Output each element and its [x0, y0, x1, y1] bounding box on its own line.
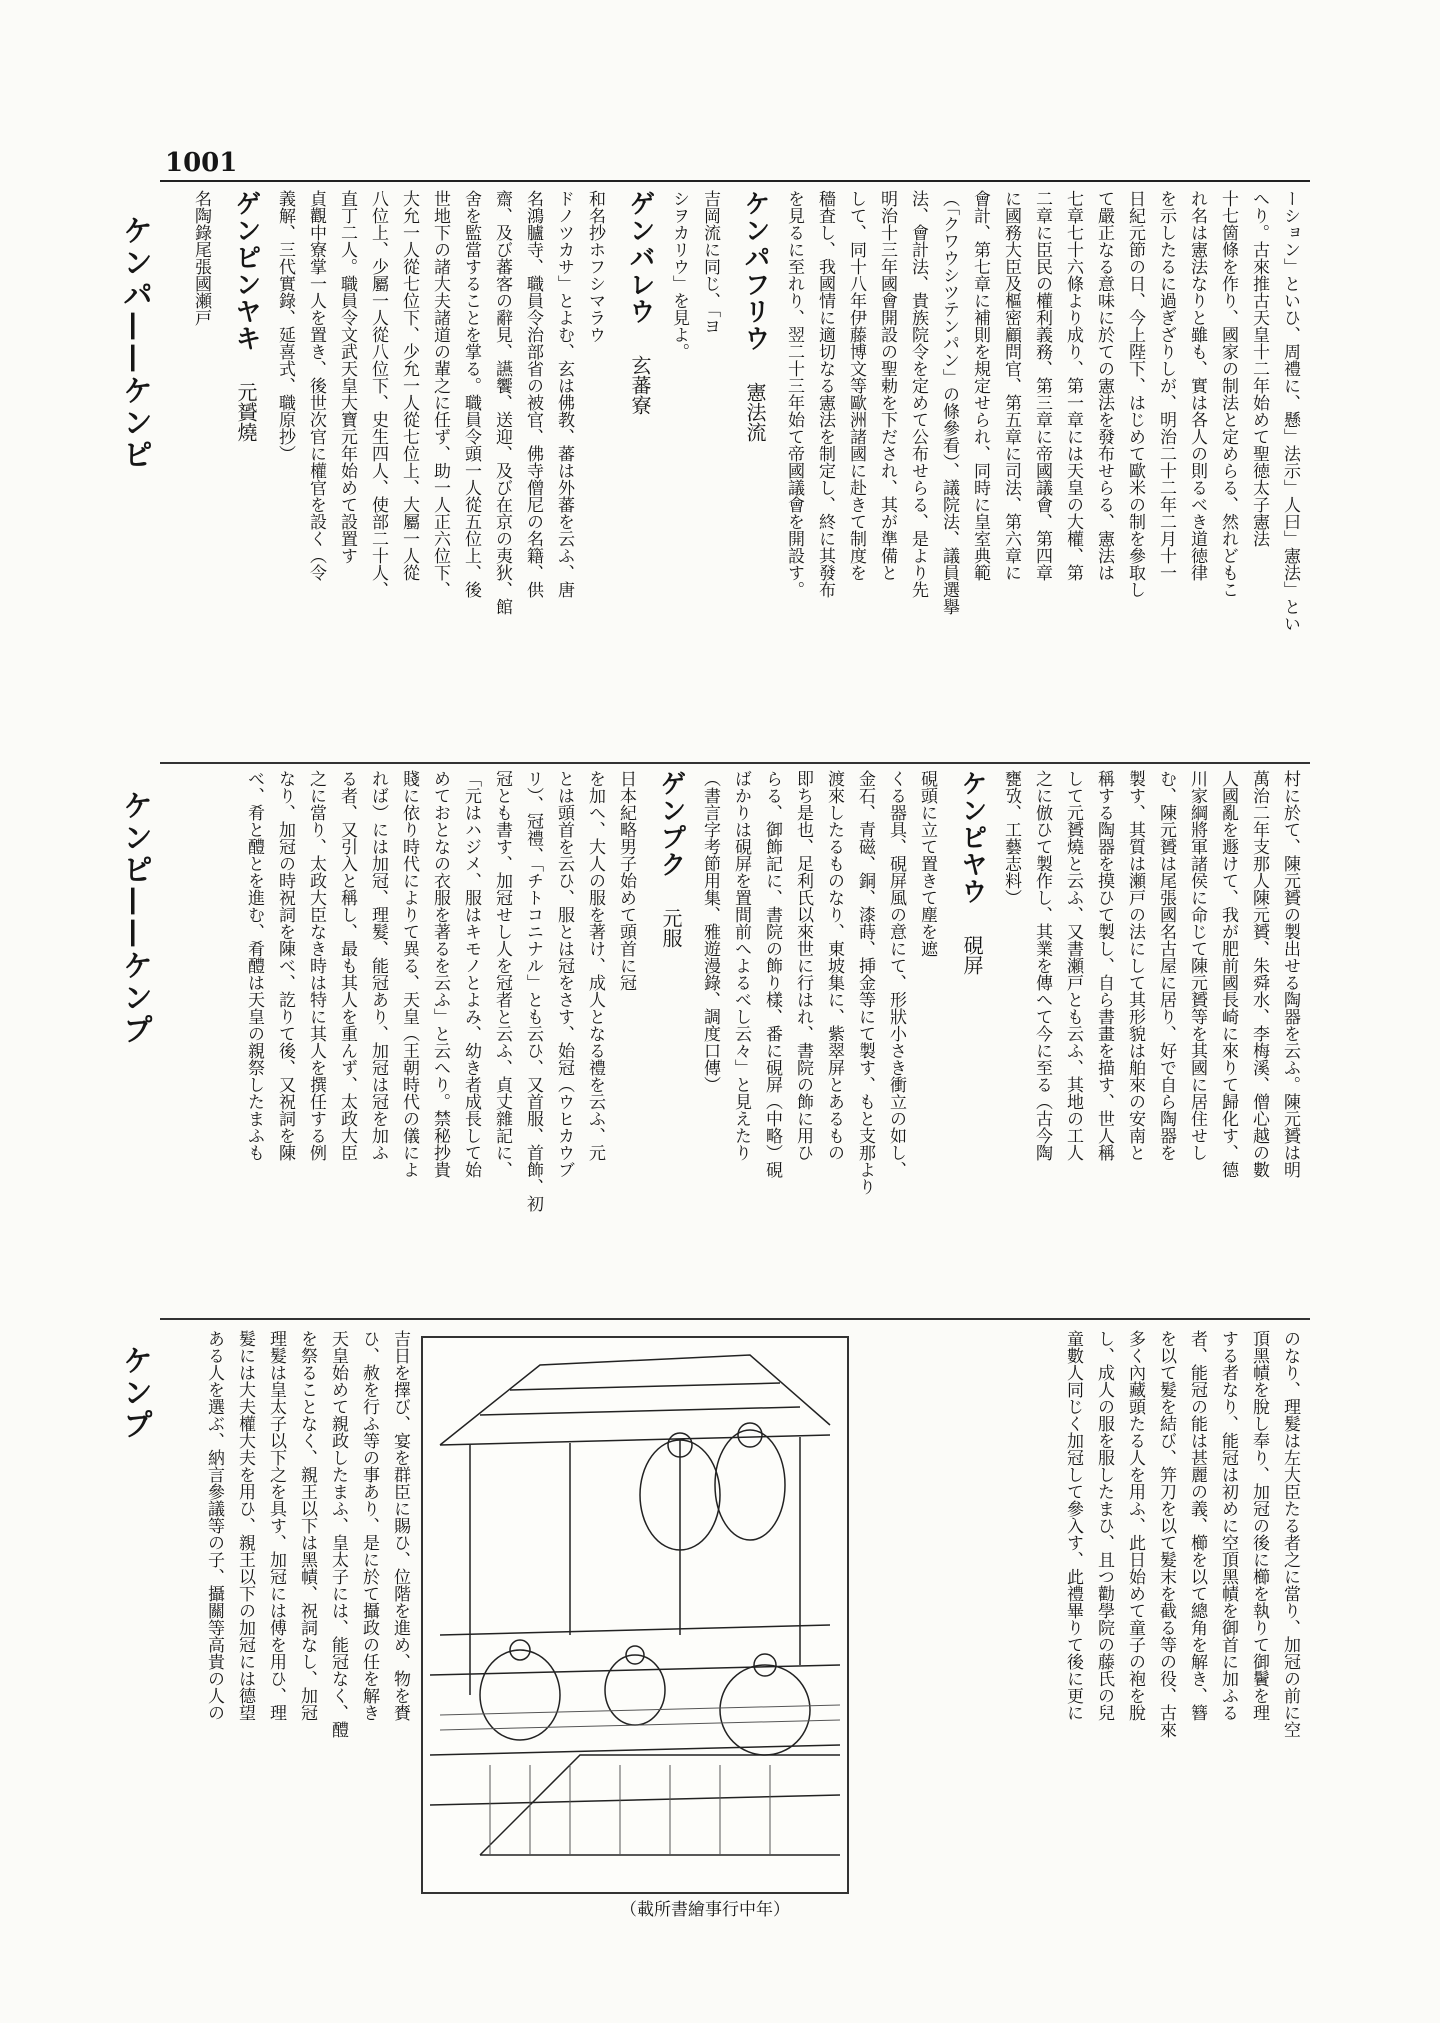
running-head-3: ケンプ — [117, 1345, 152, 1441]
text-line: 法、會計法、貴族院令を定めて公布せらる、是より先 — [908, 190, 928, 598]
text-line: 吉日を擇び、宴を群臣に賜ひ、位階を進め、物を賚 — [390, 1330, 410, 1721]
text-line: し、成人の服を服したまひ、且つ勸學院の藤氏の兒 — [1094, 1330, 1114, 1721]
text-line: 多く內藏頭たる人を用ふ、此日始めて童子の袍を脫 — [1125, 1330, 1145, 1721]
text-line: 即ち是也、足利氏以來世に行はれ、書院の飾に用ひ — [793, 770, 813, 1161]
entry-headword: ゲンプク — [656, 770, 686, 878]
text-line: 甕攷、工藝志料） — [1001, 770, 1021, 906]
entry-kanji: 硯屏 — [960, 935, 984, 975]
text-line: 人國亂を遯けて、我が肥前國長崎に來りて歸化す、德 — [1218, 770, 1238, 1178]
entry-kanji: 元服 — [659, 908, 683, 948]
text-line: を加へ、大人の服を著け、成人となる禮を云ふ、元 — [585, 770, 605, 1161]
text-line: て嚴正なる意味に於ての憲法を發布せらる、憲法は — [1094, 190, 1114, 581]
text-line: なり、加冠の時祝詞を陳べ、訖りて後、又祝詞を陳 — [275, 770, 295, 1161]
text-line: 吉岡流に同じ、「ヨ — [700, 190, 720, 335]
entry-headword: ケンパフリウ — [740, 190, 770, 352]
text-line: る者、又引入と稱し、最も其人を重んず、太政大臣 — [337, 770, 357, 1161]
text-line: 八位上、少屬一人從八位下、史生四人、使部二十人、 — [368, 190, 388, 598]
text-line: へり。古來推古天皇十二年始めて聖徳太子憲法 — [1249, 190, 1269, 547]
text-line: 十七箇條を作り、國家の制法と定めらる、然れどもこ — [1218, 190, 1238, 598]
text-line: 舍を監當することを掌る。職員令頭一人從五位上、後 — [461, 190, 481, 598]
text-line: 髮には大夫權大夫を用ひ、親王以下の加冠には德望 — [235, 1330, 255, 1721]
text-line: （書言字考節用集、雅遊漫錄、調度口傳） — [700, 770, 720, 1093]
text-line: とは頭首を云ひ、服とは冠をさす、始冠（ウヒカウブ — [554, 770, 574, 1178]
text-line: 天皇始めて親政したまふ、皇太子には、能冠なく、醴 — [328, 1330, 348, 1738]
section-3-left — [160, 1330, 415, 1920]
text-line: 川家綱將軍諸侯に命じて陳元贇等を其國に居住せし — [1187, 770, 1207, 1161]
text-line: 義解、三代實錄、延喜式、職原抄） — [275, 190, 295, 462]
text-line: 冠とも書す、加冠せし人を冠者と云ふ、貞丈雜記に、 — [492, 770, 512, 1178]
entry-kanji: 憲法流 — [743, 382, 767, 442]
text-line: 村に於て、陳元贇の製出せる陶器を云ふ。陳元贇は明 — [1280, 770, 1300, 1178]
text-line: ある人を選ぶ、納言參議等の子、攝關等高貴の人の — [204, 1330, 224, 1721]
text-line: を見るに至れり、翌二十三年始て帝國議會を開設す。 — [784, 190, 804, 598]
text-line: 萬治二年支那人陳元贇、朱舜水、李梅溪、僧心越の數 — [1249, 770, 1269, 1178]
text-line: 渡來したるものなり、東坡集に、紫翠屏とあるもの — [824, 770, 844, 1161]
illustration-court-ceremony — [420, 1335, 850, 1895]
text-line: シヲカリウ」を見よ。 — [669, 190, 689, 360]
text-line: 名陶錄尾張國瀬戸 — [191, 190, 211, 326]
text-line: リ）、冠禮、「チトコニナル」とも云ひ、又首服、首飾、初 — [523, 770, 543, 1212]
text-line: 者、能冠の能は甚麗の義、櫛を以て總角を解き、簪 — [1187, 1330, 1207, 1721]
text-line: 稱する陶器を摸ひて製し、自ら書畫を描す、世人稱 — [1094, 770, 1114, 1161]
entry-kenpyau — [956, 770, 987, 1310]
entry-kanji: 玄蕃寮 — [628, 355, 652, 415]
running-head-2: ケンピ——ケンプ — [117, 790, 152, 1046]
text-line: 世地下の諸大夫諸道の輩之に任ず、助一人正六位下、 — [430, 190, 450, 598]
section-divider — [160, 762, 1310, 764]
text-line: む、陳元贇は尾張國名古屋に居り、好で自ら陶器を — [1156, 770, 1176, 1161]
section-2 — [160, 770, 1305, 1310]
text-line: 貞觀中寮掌一人を置き、後世次官に權官を設く（令 — [306, 190, 326, 581]
text-line: 之に倣ひて製作し、其業を傳へて今に至る（古今陶 — [1032, 770, 1052, 1161]
entry-genpuku — [655, 770, 686, 1310]
text-line: 理髮は皇太子以下之を具す、加冠には傅を用ひ、理 — [266, 1330, 286, 1721]
running-head-1: ケンパ——ケンピ — [117, 215, 152, 471]
text-line: する者なり、能冠は初めに空頂黑幘を御首に加ふる — [1218, 1330, 1238, 1721]
text-line: 金石、青磁、銅、漆蒔、挿金等にて製す、もと支那より — [855, 770, 875, 1195]
header-rule — [160, 180, 1310, 182]
text-line: 製す、其質は瀬戸の法にして其形貌は舶來の安南と — [1125, 770, 1145, 1161]
text-line: ドノツカサ」とよむ、玄は佛教、蕃は外蕃を云ふ、唐 — [554, 190, 574, 598]
entry-kanji: 元贇燒 — [234, 382, 258, 442]
entry-headword: ケンピヤウ — [957, 770, 987, 905]
text-line: 「元はハジメ、服はキモノとよみ、幼き者成長して始 — [461, 770, 481, 1178]
text-line: 直丁二人。職員令文武天皇大寶元年始めて設置す — [337, 190, 357, 564]
text-line: 大允一人從七位下、少允一人從七位上、大屬一人從 — [399, 190, 419, 581]
section-1 — [160, 190, 1305, 760]
page-number: 1001 — [165, 148, 238, 178]
text-line: して元贇燒と云ふ、又書瀬戸とも云ふ、其地の工人 — [1063, 770, 1083, 1161]
text-line: 會計、第七章に補則を規定せられ、同時に皇室典範 — [970, 190, 990, 581]
text-line: 二章に臣民の權利義務、第三章に帝國議會、第四章 — [1032, 190, 1052, 581]
text-line: 齋、及び蕃客の辭見、讌饗、送迎、及び在京の夷狄、館 — [492, 190, 512, 615]
text-line: を祭ることなく、親王以下は黑幘、祝詞なし、加冠 — [297, 1330, 317, 1721]
text-line: 七章七十六條より成り、第一章には天皇の大權、第 — [1063, 190, 1083, 581]
section-1-text — [778, 190, 1305, 760]
text-line: 日紀元節の日、今上陛下、はじめて歐米の制を參取し — [1125, 190, 1145, 598]
entry-kenpafuriu — [739, 190, 770, 760]
text-line: のなり、理髮は左大臣たる者之に當り、加冠の前に空 — [1280, 1330, 1300, 1738]
text-line: ばかりは硯屏を置間前へよるべし云々」と見えたり — [731, 770, 751, 1161]
text-line: 明治十三年國會開設の聖勅を下だされ、其が準備と — [877, 190, 897, 581]
text-line: ーション」といひ、周禮に、懸」法示」人曰」憲法」とい — [1280, 190, 1300, 632]
text-line: らる、御飾記に、書院の飾り樣、番に硯屏（中略）硯 — [762, 770, 782, 1178]
text-line: に國務大臣及樞密顧問官、第五章に司法、第六章に — [1001, 190, 1021, 581]
figure-caption: （載所書繪事行中年） — [620, 1900, 790, 1920]
text-line: 頂黑幘を脫し奉り、加冠の後に櫛を執りて御鬢を理 — [1249, 1330, 1269, 1721]
text-line: くる器具、硯屏風の意にて、形狀小さき衝立の如し、 — [886, 770, 906, 1178]
entry-headword: ゲンピンヤキ — [231, 190, 261, 352]
text-line: 名鴻臚寺、職員令治部省の被官、佛寺僧尼の名籍、供 — [523, 190, 543, 598]
text-line: れ名は憲法なりと雖も、實は各人の則るべき道徳律 — [1187, 190, 1207, 581]
text-line: れば）には加冠、理髮、能冠あり、加冠は冠を加ふ — [368, 770, 388, 1161]
text-line: して、同十八年伊藤博文等歐洲諸國に赴きて制度を — [846, 190, 866, 581]
text-line: 和名抄ホフシマラウ — [585, 190, 605, 343]
entry-genbareu — [624, 190, 655, 760]
text-line: べ、肴と醴とを進む、肴醴は天皇の親祭したまふも — [244, 770, 264, 1161]
text-line: 之に當り、太政大臣なき時は特に其人を撰任する例 — [306, 770, 326, 1161]
text-line: ひ、赦を行ふ等の事あり、是に於て攝政の任を解き — [359, 1330, 379, 1721]
text-line: 穡査し、我國情に適切なる憲法を制定し、終に其發布 — [815, 190, 835, 598]
entry-genpinyaki — [230, 190, 261, 760]
text-line: 硯頭に立て置きて塵を遮 — [917, 770, 937, 957]
text-line: を以て髮を結び、笄刀を以て髮末を截る等の役、古來 — [1156, 1330, 1176, 1738]
text-line: 日本紀略男子始めて頭首に冠 — [616, 770, 636, 991]
text-line: を示したるに過ぎざりしが、明治二十二年二月十一 — [1156, 190, 1176, 581]
section-divider — [160, 1318, 1310, 1320]
section-3-right — [1040, 1330, 1305, 1920]
text-line: （「クワウシツテンパン」の條參看）、議院法、議員選擧 — [939, 190, 959, 615]
text-line: 童數人同じく加冠して參入す、此禮畢りて後に更に — [1063, 1330, 1083, 1721]
text-line: 賤に依り時代によりて異る、天皇（王朝時代の儀によ — [399, 770, 419, 1178]
entry-headword: ゲンバレウ — [625, 190, 655, 325]
text-line: めておとなの衣服を著るを云ふ」と云へり。禁秘抄貴 — [430, 770, 450, 1178]
